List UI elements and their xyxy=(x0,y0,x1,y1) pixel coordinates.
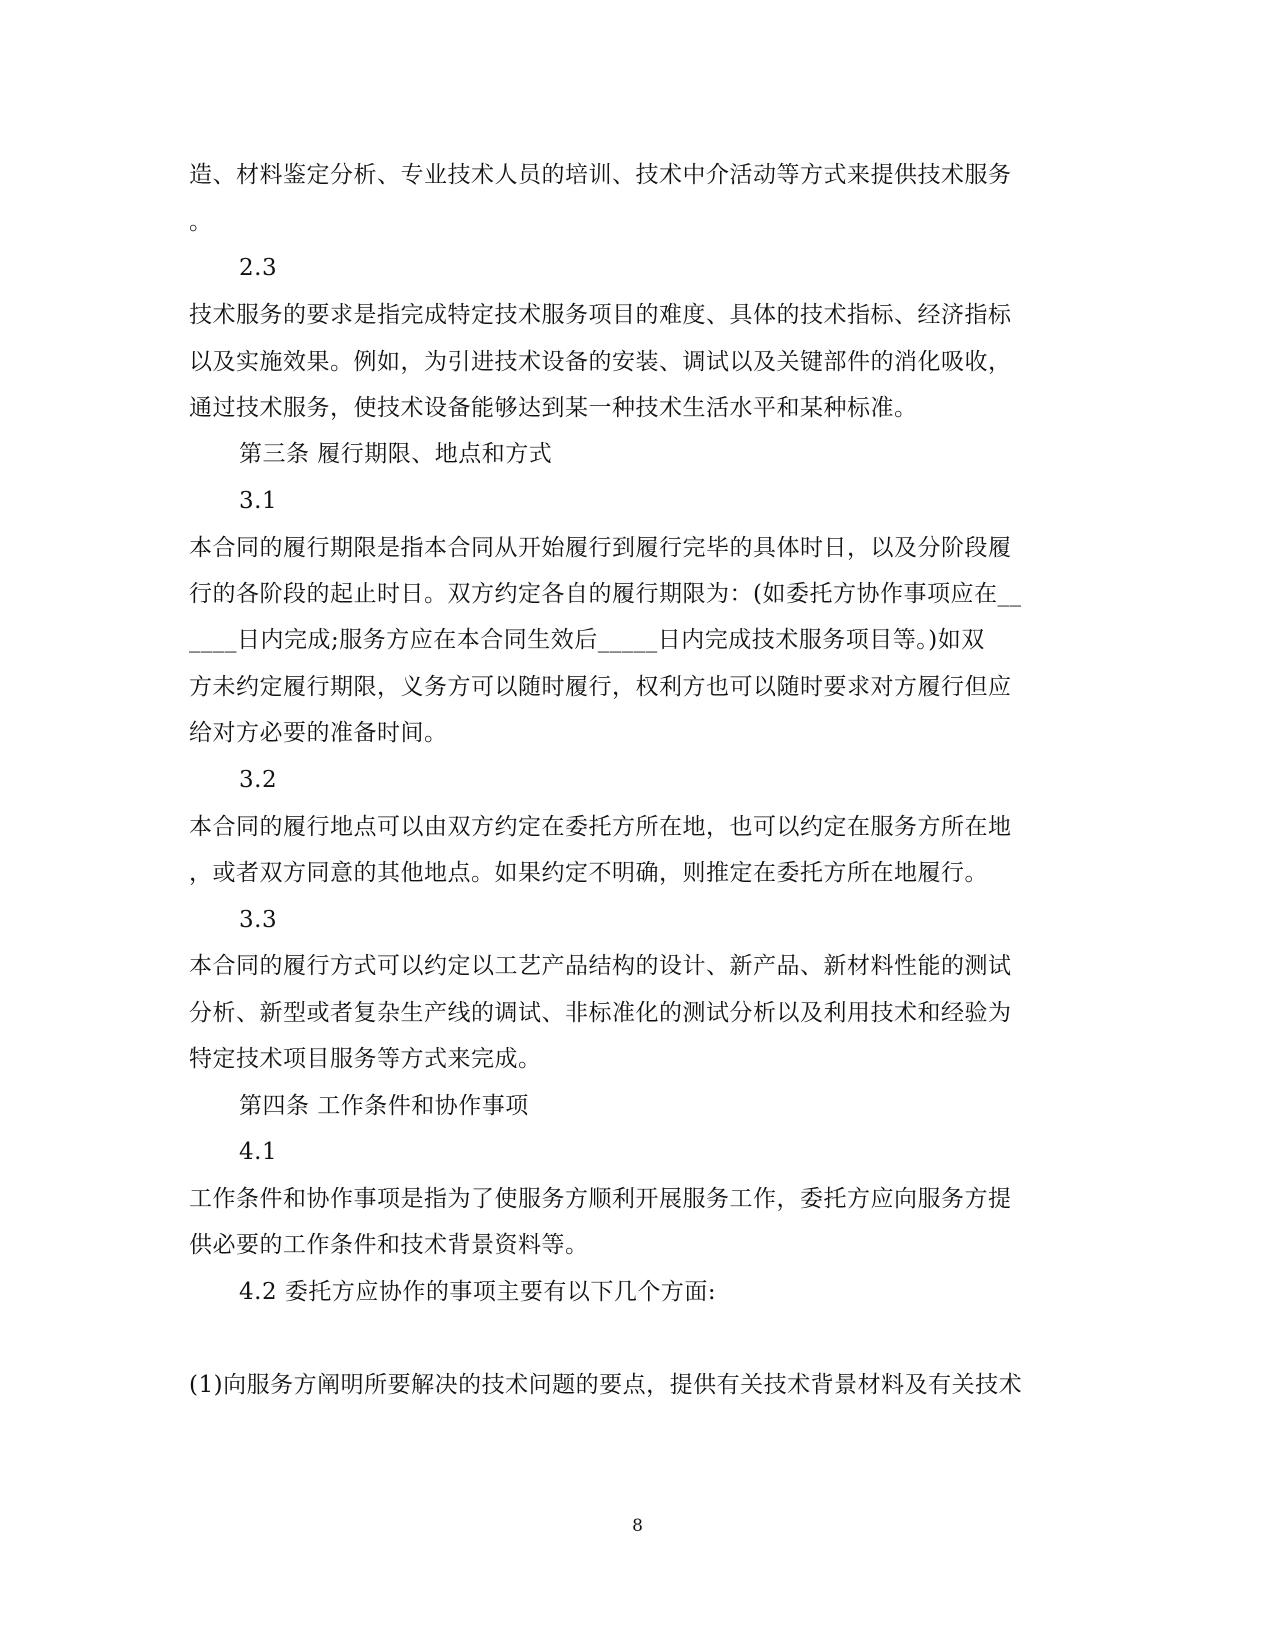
clause-number: 2.3 xyxy=(239,255,278,281)
body-text-line: 通过技术服务，使技术设备能够达到某一种技术生活水平和某种标准。 xyxy=(189,395,918,421)
body-text-line: 造、材料鉴定分析、专业技术人员的培训、技术中介活动等方式来提供技术服务 xyxy=(189,162,1012,188)
body-text-line: ，或者双方同意的其他地点。如果约定不明确，则推定在委托方所在地履行。 xyxy=(189,860,988,886)
body-text-line: 本合同的履行方式可以约定以工艺产品结构的设计、新产品、新材料性能的测试 xyxy=(189,953,1012,979)
article-heading: 第三条 履行期限、地点和方式 xyxy=(239,441,553,467)
body-text-line: 本合同的履行地点可以由双方约定在委托方所在地，也可以约定在服务方所在地 xyxy=(189,814,1012,840)
body-text-line: 本合同的履行期限是指本合同从开始履行到履行完毕的具体时日，以及分阶段履 xyxy=(189,535,1012,561)
body-text-line: 以及实施效果。例如，为引进技术设备的安装、调试以及关键部件的消化吸收， xyxy=(189,349,1012,375)
page-number: 8 xyxy=(632,1516,643,1536)
clause-number: 3.2 xyxy=(239,767,278,793)
body-text-line: 分析、新型或者复杂生产线的调试、非标准化的测试分析以及利用技术和经验为 xyxy=(189,1000,1012,1026)
clause-number: 3.1 xyxy=(239,488,278,514)
clause-number: 3.3 xyxy=(239,907,278,933)
clause-heading: 4.2 委托方应协作的事项主要有以下几个方面: xyxy=(239,1279,717,1305)
body-text-line: 供必要的工作条件和技术背景资料等。 xyxy=(189,1232,589,1258)
clause-number: 4.1 xyxy=(239,1139,278,1165)
body-text-line: ____日内完成;服务方应在本合同生效后_____日内完成技术服务项目等。)如双 xyxy=(189,627,985,653)
body-text-line: 。 xyxy=(189,209,213,235)
body-text-line: 工作条件和协作事项是指为了使服务方顺利开展服务工作，委托方应向服务方提 xyxy=(189,1186,1012,1212)
body-text-line: 行的各阶段的起止时日。双方约定各自的履行期限为：(如委托方协作事项应在__ xyxy=(189,581,1022,607)
body-text-line: (1)向服务方阐明所要解决的技术问题的要点，提供有关技术背景材料及有关技术 xyxy=(189,1372,1023,1398)
body-text-line: 方未约定履行期限，义务方可以随时履行，权利方也可以随时要求对方履行但应 xyxy=(189,674,1012,700)
body-text-line: 特定技术项目服务等方式来完成。 xyxy=(189,1046,542,1072)
article-heading: 第四条 工作条件和协作事项 xyxy=(239,1093,529,1119)
body-text-line: 给对方必要的准备时间。 xyxy=(189,720,448,746)
body-text-line: 技术服务的要求是指完成特定技术服务项目的难度、具体的技术指标、经济指标 xyxy=(189,302,1012,328)
